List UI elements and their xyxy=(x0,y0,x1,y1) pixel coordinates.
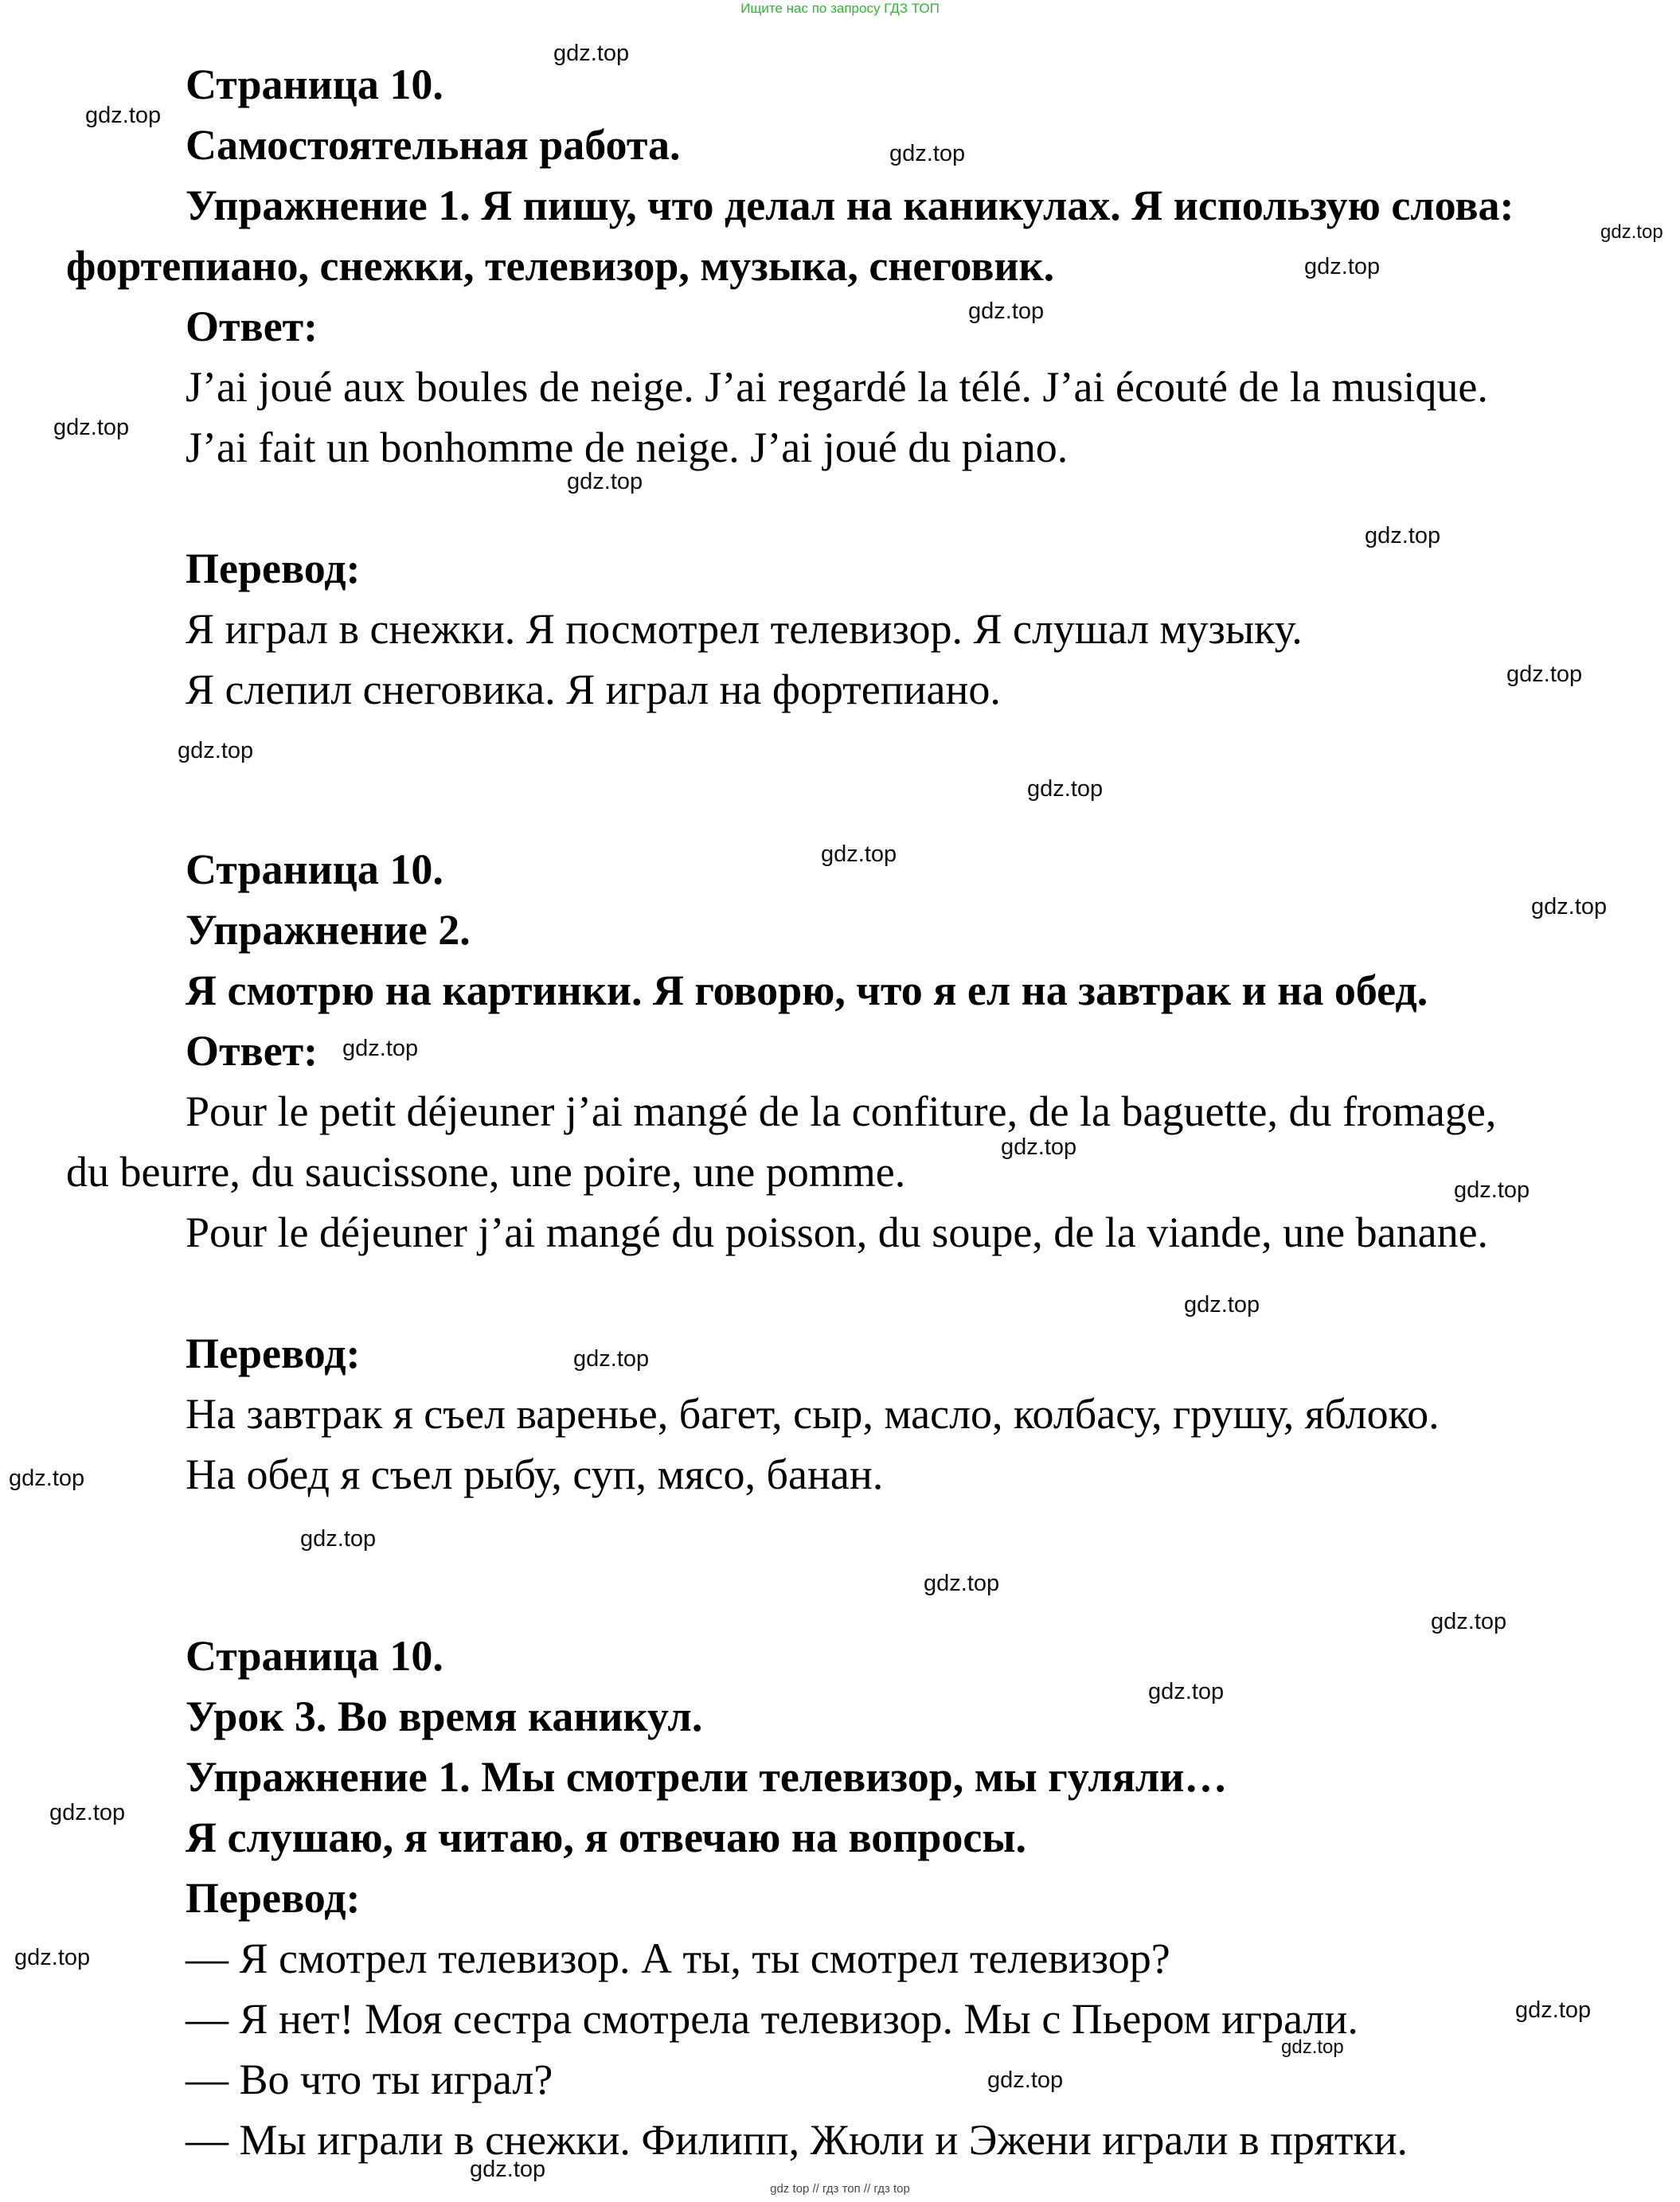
section3-exercise-heading: Упражнение 1. Мы смотрели телевизор, мы гуляли… xyxy=(186,1753,1228,1801)
section1-answer-label: Ответ: xyxy=(186,303,318,350)
section1-answer-line-2: J’ai fait un bonhomme de neige. J’ai joué du piano. xyxy=(186,424,1069,471)
top-banner: Ищите нас по запросу ГДЗ ТОП xyxy=(740,1,940,16)
watermark: gdz.top xyxy=(987,2067,1064,2093)
section2-answer-label: Ответ: xyxy=(186,1027,318,1075)
section3-translation-label: Перевод: xyxy=(186,1874,361,1922)
section2-translation-line-2: На обед я съел рыбу, суп, мясо, банан. xyxy=(186,1450,884,1498)
watermark: gdz.top xyxy=(9,1466,85,1491)
section3-lesson-heading: Урок 3. Во время каникул. xyxy=(186,1692,703,1740)
section1-task-line-1: Упражнение 1. Я пишу, что делал на каникулах. Я использую слова: xyxy=(186,182,1514,229)
watermark: gdz.top xyxy=(553,41,630,66)
watermark: gdz.top xyxy=(178,738,254,763)
watermark: gdz.top xyxy=(1148,1679,1225,1704)
section2-page-heading: Страница 10. xyxy=(186,845,443,893)
watermark: gdz.top xyxy=(1001,1134,1077,1160)
watermark: gdz.top xyxy=(1531,894,1608,919)
section2-exercise-heading: Упражнение 2. xyxy=(186,906,471,954)
watermark: gdz.top xyxy=(1365,523,1441,549)
section1-page-heading: Страница 10. xyxy=(186,61,443,108)
watermark: gdz.top xyxy=(1600,221,1663,243)
section1-translation-label: Перевод: xyxy=(186,545,361,592)
watermark: gdz.top xyxy=(1027,776,1104,802)
watermark: gdz.top xyxy=(1431,1609,1507,1634)
bottom-banner: gdz top // гдз топ // гдз top xyxy=(770,2182,910,2196)
section3-dialogue-line-1: — Я смотрел телевизор. А ты, ты смотрел телевизор? xyxy=(186,1935,1170,1982)
watermark: gdz.top xyxy=(470,2157,546,2182)
section3-page-heading: Страница 10. xyxy=(186,1632,443,1680)
section1-translation-line-2: Я слепил снеговика. Я играл на фортепиано. xyxy=(186,666,1001,713)
section1-answer-line-1: J’ai joué aux boules de neige. J’ai regardé la télé. J’ai écouté de la musique. xyxy=(186,363,1488,411)
section1-subtitle: Самостоятельная работа. xyxy=(186,121,681,169)
section3-dialogue-line-2: — Я нет! Моя сестра смотрела телевизор. Мы с Пьером играли. xyxy=(186,1995,1358,2043)
section1-task-line-2: фортепиано, снежки, телевизор, музыка, снеговик. xyxy=(66,242,1055,290)
section3-task: Я слушаю, я читаю, я отвечаю на вопросы. xyxy=(186,1814,1027,1861)
watermark: gdz.top xyxy=(889,141,966,166)
watermark: gdz.top xyxy=(1281,2036,1344,2058)
watermark: gdz.top xyxy=(1304,254,1381,279)
watermark: gdz.top xyxy=(968,299,1045,324)
watermark: gdz.top xyxy=(14,1945,91,1970)
section3-dialogue-line-4: — Мы играли в снежки. Филипп, Жюли и Эжени играли в прятки. xyxy=(186,2116,1408,2164)
watermark: gdz.top xyxy=(300,1526,377,1552)
watermark: gdz.top xyxy=(573,1346,650,1372)
section1-translation-line-1: Я играл в снежки. Я посмотрел телевизор. Я слушал музыку. xyxy=(186,605,1303,653)
watermark: gdz.top xyxy=(85,103,162,128)
watermark: gdz.top xyxy=(567,469,643,494)
watermark: gdz.top xyxy=(821,841,897,867)
section2-answer-line-2: du beurre, du saucissone, une poire, une pomme. xyxy=(66,1148,906,1196)
section2-task: Я смотрю на картинки. Я говорю, что я ел на завтрак и на обед. xyxy=(186,966,1428,1014)
watermark: gdz.top xyxy=(1454,1177,1530,1203)
watermark: gdz.top xyxy=(49,1800,126,1825)
section2-answer-line-3: Pour le déjeuner j’ai mangé du poisson, du soupe, de la viande, une banane. xyxy=(186,1208,1489,1256)
watermark: gdz.top xyxy=(1184,1292,1260,1318)
watermark: gdz.top xyxy=(1515,1997,1592,2023)
section2-answer-line-1: Pour le petit déjeuner j’ai mangé de la confiture, de la baguette, du fromage, xyxy=(186,1087,1497,1135)
watermark: gdz.top xyxy=(342,1036,419,1061)
watermark: gdz.top xyxy=(53,415,130,440)
section2-translation-line-1: На завтрак я съел варенье, багет, сыр, масло, колбасу, грушу, яблоко. xyxy=(186,1390,1440,1438)
section2-translation-label: Перевод: xyxy=(186,1329,361,1377)
watermark: gdz.top xyxy=(1506,662,1583,687)
section3-dialogue-line-3: — Во что ты играл? xyxy=(186,2056,553,2103)
watermark: gdz.top xyxy=(924,1571,1000,1596)
